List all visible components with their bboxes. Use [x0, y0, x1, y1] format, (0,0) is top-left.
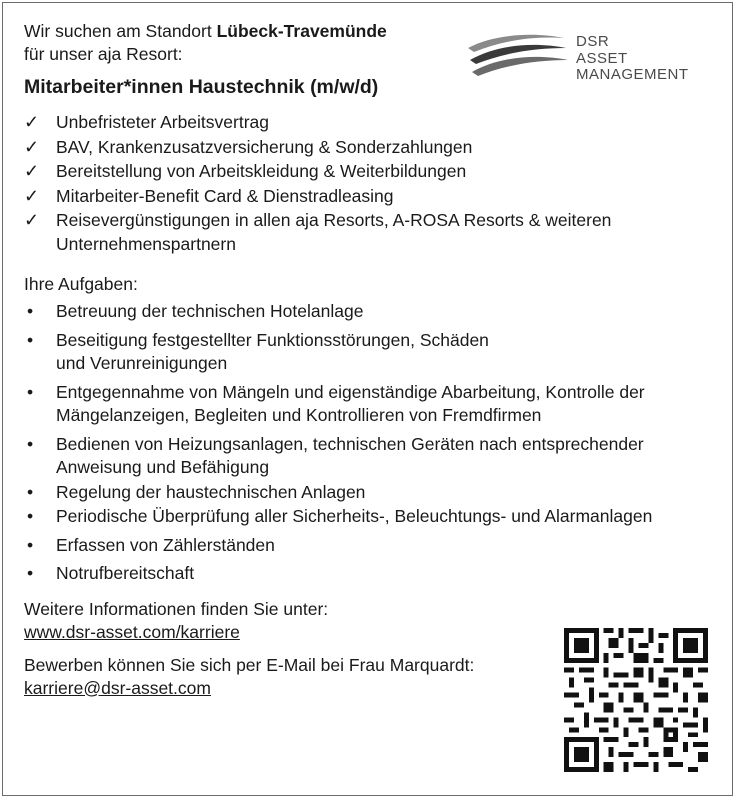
intro-location: Lübeck-Travemünde: [216, 21, 387, 41]
task-text: Bedienen von Heizungsanlagen, technischen Geräten nach entsprechender Anweisung und Befähigung: [56, 433, 644, 477]
info-text: Weitere Informationen finden Sie unter:: [24, 598, 329, 619]
check-icon: ✓: [24, 112, 40, 132]
benefit-text: BAV, Krankenzusatzversicherung & Sonderzahlungen: [56, 136, 473, 157]
task-text-continued: und Verunreinigungen: [56, 353, 228, 373]
benefit-item: [24, 209, 724, 256]
benefit-item: [24, 160, 724, 184]
check-icon: ✓: [24, 185, 40, 206]
task-text: Beseitigung festgestellter Funktionsstörungen, Schäden: [56, 329, 489, 350]
intro-line2: für unser aja Resort:: [24, 44, 183, 64]
benefit-item: [24, 136, 724, 160]
dsr-swoosh-logo-icon: [464, 28, 570, 86]
job-title: Mitarbeiter*innen Haustechnik (m/w/d): [24, 76, 379, 98]
bullet-icon: •: [27, 433, 34, 454]
task-item: [24, 381, 724, 428]
careers-link[interactable]: www.dsr-asset.com/karriere: [24, 621, 240, 642]
contact-text: Bewerben können Sie sich per E-Mail bei Frau Marquardt:: [24, 654, 475, 675]
tasks-list: [24, 300, 724, 586]
job-ad: [24, 20, 724, 700]
bullet-icon: •: [27, 534, 34, 555]
task-text: Entgegennahme von Mängeln und eigenständige Abarbeitung, Kontrolle der Mängelanzeigen, Begleiten und Kontrollieren von Fremdfirmen: [56, 381, 645, 425]
bullet-icon: •: [27, 329, 34, 350]
check-icon: ✓: [24, 161, 40, 181]
tasks-heading: Ihre Aufgaben:: [24, 274, 138, 294]
task-item: [24, 433, 724, 480]
check-icon: ✓: [24, 210, 40, 230]
benefit-text: Reisevergünstigungen in allen aja Resorts, A-ROSA Resorts & weiteren Unternehmenspartnern: [56, 210, 612, 254]
task-text: Notrufbereitschaft: [56, 563, 195, 583]
benefit-text: Mitarbeiter-Benefit Card & Dienstradleasing: [56, 185, 394, 206]
task-text: Betreuung der technischen Hotelanlage: [56, 301, 364, 321]
logo-line-3: MANAGEMENT: [576, 66, 689, 83]
bullet-icon: •: [27, 381, 34, 402]
task-item: [24, 505, 724, 529]
bullet-icon: •: [27, 481, 34, 502]
task-item: [24, 562, 724, 586]
task-item: [24, 300, 724, 324]
bullet-icon: •: [27, 506, 34, 526]
qr-code-icon: [564, 628, 708, 772]
benefit-item: [24, 111, 724, 135]
benefit-text: Unbefristeter Arbeitsvertrag: [56, 112, 270, 132]
benefits-list: [24, 111, 724, 256]
logo-line-1: DSR: [576, 33, 610, 50]
email-link[interactable]: karriere@dsr-asset.com: [24, 677, 211, 698]
task-item: [24, 481, 724, 505]
bullet-icon: •: [27, 301, 34, 321]
task-item: [24, 534, 724, 558]
task-text: Regelung der haustechnischen Anlagen: [56, 481, 366, 502]
task-text: Erfassen von Zählerständen: [56, 534, 275, 555]
check-icon: ✓: [24, 136, 40, 157]
bullet-icon: •: [27, 563, 34, 583]
logo-line-2: ASSET: [576, 49, 628, 67]
logo-text: [576, 34, 689, 84]
benefit-item: [24, 185, 724, 209]
intro-prefix: Wir suchen am Standort: [24, 21, 217, 41]
task-text: Periodische Überprüfung aller Sicherheits-, Beleuchtungs- und Alarmanlagen: [56, 506, 653, 526]
dsr-logo: [464, 28, 720, 92]
benefit-text: Bereitstellung von Arbeitskleidung & Weiterbildungen: [56, 161, 467, 181]
task-item: [24, 329, 724, 376]
